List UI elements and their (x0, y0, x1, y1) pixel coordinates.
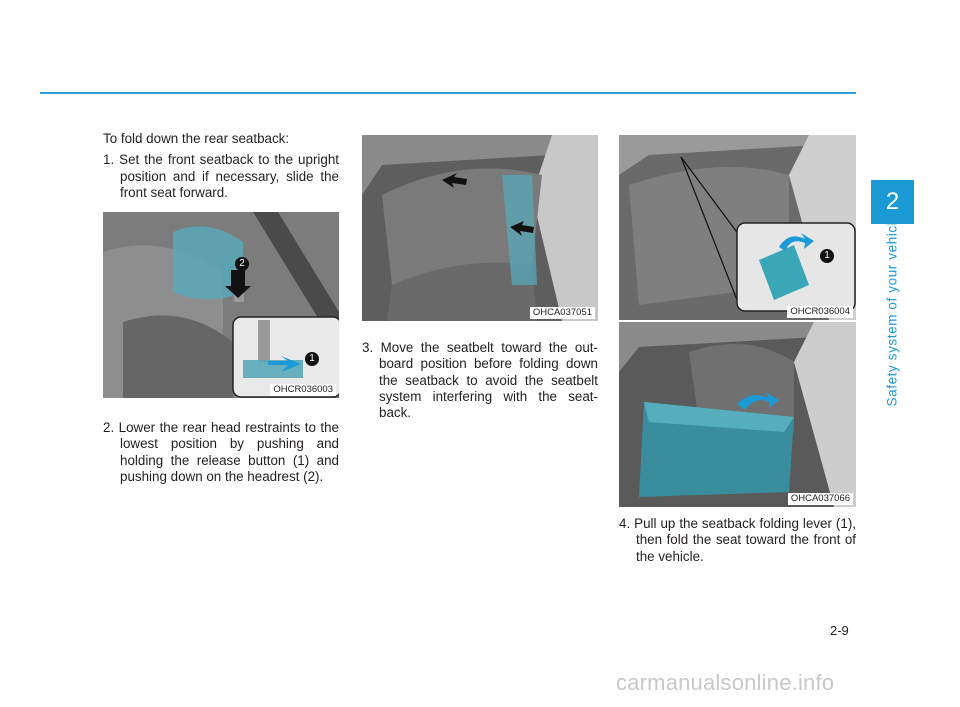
column-2 (362, 340, 598, 421)
figure-code: OHCA037066 (788, 493, 853, 505)
figure-code: OHCA037051 (530, 307, 595, 319)
callout-2-badge: 2 (235, 257, 249, 271)
figure-headrest-release (103, 212, 339, 398)
chapter-title: Safety system of your vehicle (884, 213, 900, 407)
figure-folding-lever (619, 135, 856, 320)
chapter-number-tab: 2 (871, 180, 914, 224)
top-rule (40, 92, 856, 94)
figure-lever-illustration (619, 135, 856, 320)
callout-1-badge: 1 (820, 249, 834, 263)
intro-text: To fold down the rear seatback: (103, 131, 290, 146)
column-3 (619, 516, 856, 565)
figure-code: OHCR036003 (270, 384, 336, 396)
figure-folded-illustration (619, 322, 856, 507)
watermark-text: carmanualsonline.info (616, 670, 835, 695)
step-3-text: 3. Move the seatbelt toward the out-board position before folding down the seatback to avoid the seatbelt system interfering with the seat-back. (362, 340, 598, 421)
callout-1-badge: 1 (305, 352, 319, 366)
column-1-lower (103, 420, 339, 485)
step-4-text: 4. Pull up the seatback folding lever (1), then fold the seat toward the front of the vehicle. (619, 516, 856, 564)
figure-headrest-illustration (103, 212, 339, 398)
column-1 (103, 131, 339, 201)
figure-seatbelt-move (362, 135, 598, 321)
step-2-text: 2. Lower the rear head restraints to the lowest position by pushing and holding the release button (1) and pushing down on the headrest (2). (103, 420, 339, 484)
step-1-text: 1. Set the front seatback to the upright position and if necessary, slide the front seat forward. (103, 152, 339, 200)
figure-seatbelt-illustration (362, 135, 598, 321)
page-number: 2-9 (830, 623, 849, 638)
figure-seat-folded (619, 322, 856, 507)
figure-code: OHCR036004 (787, 306, 853, 318)
